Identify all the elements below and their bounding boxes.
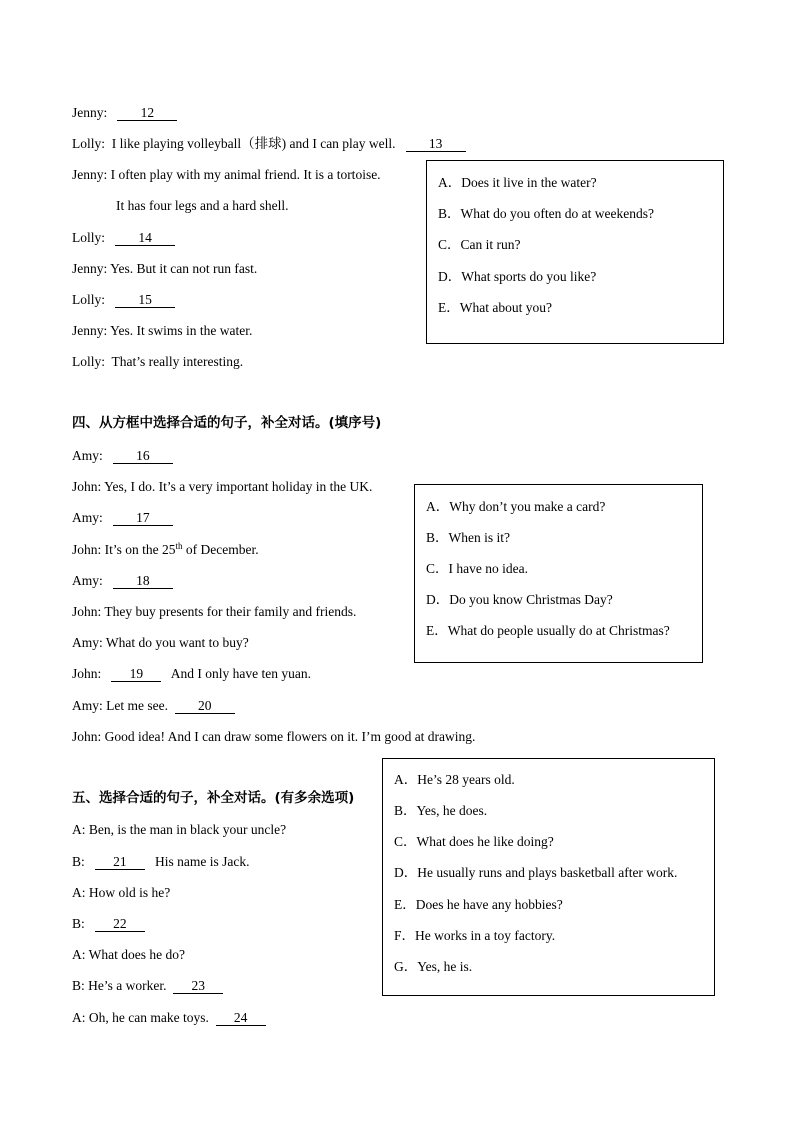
speaker: Amy: <box>72 573 103 588</box>
answer-blank[interactable]: 12 <box>117 105 177 121</box>
speaker: Amy: <box>72 698 103 713</box>
dialogue-text: And I only have ten yuan. <box>170 666 311 681</box>
answer-blank[interactable]: 13 <box>406 136 466 152</box>
option-a: A．Why don’t you make a card? <box>426 499 606 514</box>
dialogue-text: They buy presents for their family and friends. <box>104 604 357 619</box>
option-e: E．What about you? <box>438 300 552 315</box>
dialogue-line <box>72 135 466 153</box>
speaker: John: <box>72 479 102 494</box>
dialogue-line <box>72 572 173 590</box>
option-a: A．Does it live in the water? <box>438 175 597 190</box>
answer-blank[interactable]: 15 <box>115 292 175 308</box>
dialogue-line <box>72 821 286 839</box>
dialogue-line <box>72 541 259 559</box>
option-e: E．What do people usually do at Christmas? <box>426 623 670 638</box>
dialogue-text: of December. <box>182 542 259 557</box>
speaker: Amy: <box>72 635 103 650</box>
speaker: Lolly: <box>72 230 105 245</box>
option-c: C．What does he like doing? <box>394 834 554 849</box>
option-f: F．He works in a toy factory. <box>394 928 556 943</box>
dialogue-line <box>72 353 243 371</box>
dialogue-line <box>72 322 252 340</box>
dialogue-text: What does he do? <box>88 947 185 962</box>
dialogue-text: It has four legs and a hard shell. <box>116 198 289 213</box>
speaker: Amy: <box>72 448 103 463</box>
speaker: John: <box>72 542 102 557</box>
dialogue-text: Yes. It swims in the water. <box>110 323 253 338</box>
dialogue-line <box>72 946 185 964</box>
section-title: 五、选择合适的句子，补全对话。(有多余选项) <box>72 790 355 806</box>
answer-blank[interactable]: 17 <box>113 510 173 526</box>
dialogue-text: Ben, is the man in black your uncle? <box>88 822 287 837</box>
dialogue-text: That’s really interesting. <box>111 354 244 369</box>
answer-blank[interactable]: 21 <box>95 854 145 870</box>
dialogue-line <box>72 603 356 621</box>
dialogue-line <box>116 197 288 215</box>
option-d: D．Do you know Christmas Day? <box>426 592 613 607</box>
option-b: B．When is it? <box>426 530 510 545</box>
answer-blank[interactable]: 14 <box>115 230 175 246</box>
answer-blank[interactable]: 16 <box>113 448 173 464</box>
dialogue-line <box>72 166 381 184</box>
dialogue-line <box>72 634 249 652</box>
speaker: Lolly: <box>72 354 105 369</box>
dialogue-line <box>72 478 372 496</box>
dialogue-line <box>72 1009 266 1027</box>
dialogue-line <box>72 977 223 995</box>
dialogue-text: How old is he? <box>88 885 171 900</box>
dialogue-text: What do you want to buy? <box>105 635 249 650</box>
dialogue-text: Oh, he can make toys. <box>88 1010 209 1025</box>
option-c: C．I have no idea. <box>426 561 528 576</box>
speaker: A: <box>72 885 86 900</box>
speaker: Lolly: <box>72 136 105 151</box>
speaker: Jenny: <box>72 323 108 338</box>
speaker: A: <box>72 822 86 837</box>
options-box <box>426 160 724 344</box>
dialogue-line <box>72 104 177 122</box>
options-box <box>414 484 703 663</box>
option-d: D．What sports do you like? <box>438 269 597 284</box>
dialogue-text: He’s a worker. <box>88 978 167 993</box>
dialogue-line <box>72 260 257 278</box>
answer-blank[interactable]: 19 <box>111 666 161 682</box>
answer-blank[interactable]: 24 <box>216 1010 266 1026</box>
dialogue-line <box>72 884 170 902</box>
dialogue-line <box>72 915 145 933</box>
option-a: A．He’s 28 years old. <box>394 772 515 787</box>
speaker: A: <box>72 947 86 962</box>
options-box <box>382 758 715 996</box>
dialogue-line <box>72 229 175 247</box>
dialogue-line <box>72 509 173 527</box>
answer-blank[interactable]: 23 <box>173 978 223 994</box>
speaker: John: <box>72 729 102 744</box>
dialogue-line <box>72 665 311 683</box>
ordinal-suffix: th <box>175 541 183 551</box>
speaker: John: <box>72 666 102 681</box>
option-b: B．Yes, he does. <box>394 803 488 818</box>
answer-blank[interactable]: 18 <box>113 573 173 589</box>
speaker: B: <box>72 978 85 993</box>
section-title: 四、从方框中选择合适的句子，补全对话。(填序号) <box>72 415 382 431</box>
option-b: B．What do you often do at weekends? <box>438 206 654 221</box>
speaker: John: <box>72 604 102 619</box>
dialogue-text: Let me see. <box>106 698 168 713</box>
answer-blank[interactable]: 22 <box>95 916 145 932</box>
option-d: D．He usually runs and plays basketball after work. <box>394 865 678 880</box>
speaker: Jenny: <box>72 105 108 120</box>
answer-blank[interactable]: 20 <box>175 698 235 714</box>
speaker: B: <box>72 916 85 931</box>
dialogue-line <box>72 853 250 871</box>
dialogue-text: I often play with my animal friend. It is a tortoise. <box>110 167 381 182</box>
dialogue-text: It’s on the 25 <box>104 542 176 557</box>
dialogue-line <box>72 728 475 746</box>
speaker: Lolly: <box>72 292 105 307</box>
option-g: G．Yes, he is. <box>394 959 473 974</box>
dialogue-line <box>72 291 175 309</box>
dialogue-text: I like playing volleyball（排球) and I can play well. <box>111 136 396 151</box>
dialogue-line <box>72 697 235 715</box>
option-e: E．Does he have any hobbies? <box>394 897 563 912</box>
dialogue-text: Good idea! And I can draw some flowers on it. I’m good at drawing. <box>104 729 476 744</box>
speaker: A: <box>72 1010 86 1025</box>
dialogue-text: His name is Jack. <box>155 854 250 869</box>
speaker: Amy: <box>72 510 103 525</box>
option-c: C．Can it run? <box>438 237 521 252</box>
dialogue-text: Yes, I do. It’s a very important holiday in the UK. <box>104 479 373 494</box>
speaker: B: <box>72 854 85 869</box>
dialogue-text: Yes. But it can not run fast. <box>110 261 258 276</box>
speaker: Jenny: <box>72 167 108 182</box>
dialogue-line <box>72 447 173 465</box>
speaker: Jenny: <box>72 261 108 276</box>
